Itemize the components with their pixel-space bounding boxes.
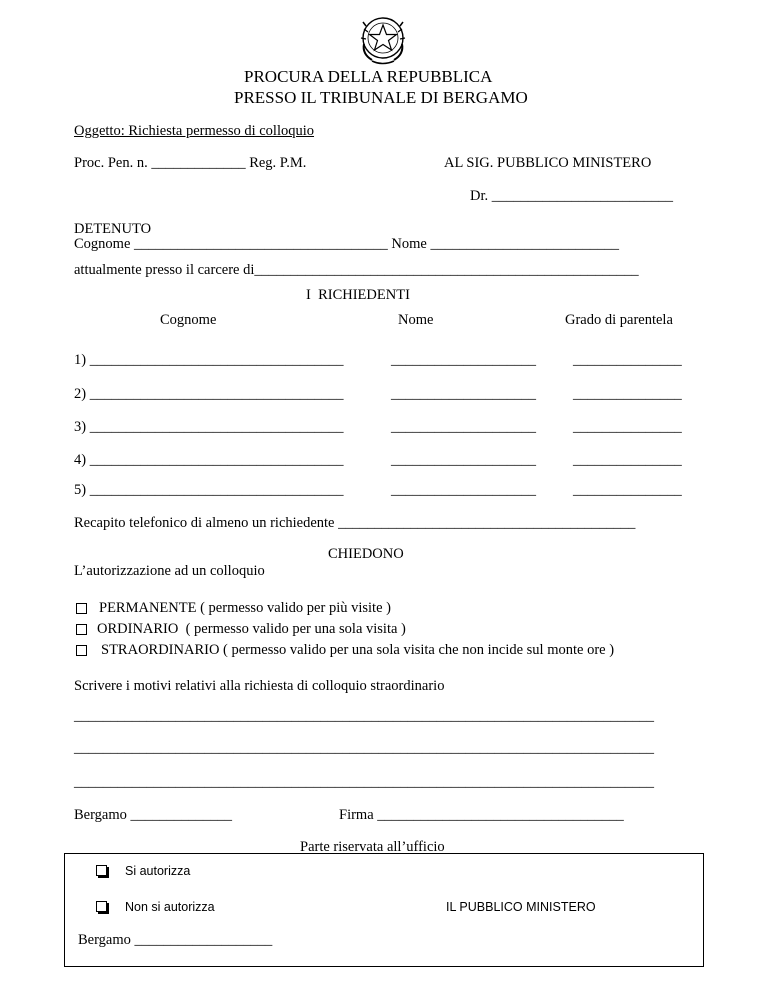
- option-extraordinary: STRAORDINARIO ( permesso valido per una sola visita che non incide sul monte ore ): [101, 642, 615, 658]
- requester-surname-field[interactable]: 3) ___________________________________: [74, 419, 344, 435]
- authorize-label: Si autorizza: [125, 864, 191, 878]
- ordinary-checkbox[interactable]: [76, 624, 87, 635]
- proc-pen-field[interactable]: Proc. Pen. n. _____________ Reg. P.M.: [74, 155, 307, 171]
- requester-name-field[interactable]: ____________________: [391, 386, 536, 402]
- title-line-1: PROCURA DELLA REPUBBLICA: [244, 67, 493, 86]
- permanent-checkbox[interactable]: [76, 603, 87, 614]
- requesters-heading: I RICHIEDENTI: [306, 287, 410, 303]
- detainee-name-field[interactable]: Cognome ___________________________________ Nome __________________________: [74, 236, 619, 252]
- phone-field[interactable]: Recapito telefonico di almeno un richiedente _________________________________________: [74, 515, 636, 531]
- column-relation: Grado di parentela: [565, 312, 673, 328]
- not-authorize-checkbox[interactable]: [96, 901, 107, 912]
- option-permanent: PERMANENTE ( permesso valido per più visite ): [99, 600, 391, 616]
- not-authorize-label: Non si autorizza: [125, 900, 215, 914]
- requester-name-field[interactable]: ____________________: [391, 419, 536, 435]
- recipient: AL SIG. PUBBLICO MINISTERO: [444, 155, 652, 171]
- request-heading: CHIEDONO: [328, 546, 404, 562]
- option-ordinary: ORDINARIO ( permesso valido per una sola visita ): [97, 621, 406, 637]
- requester-relation-field[interactable]: _______________: [573, 352, 682, 368]
- dr-field[interactable]: Dr. _________________________: [470, 188, 673, 204]
- reasons-line[interactable]: ________________________________________________________________________________: [74, 774, 654, 790]
- place-date-field[interactable]: Bergamo ______________: [74, 807, 233, 823]
- subject: Oggetto: Richiesta permesso di colloquio: [74, 123, 315, 139]
- requester-surname-field[interactable]: 2) ___________________________________: [74, 386, 344, 402]
- requester-name-field[interactable]: ____________________: [391, 452, 536, 468]
- requester-relation-field[interactable]: _______________: [573, 419, 682, 435]
- official-title: IL PUBBLICO MINISTERO: [446, 900, 596, 914]
- requester-relation-field[interactable]: _______________: [573, 386, 682, 402]
- office-place-date-field[interactable]: Bergamo ___________________: [78, 932, 273, 948]
- column-name: Nome: [398, 312, 434, 328]
- authorize-checkbox[interactable]: [96, 865, 107, 876]
- reasons-label: Scrivere i motivi relativi alla richiesta di colloquio straordinario: [74, 678, 445, 694]
- requester-name-field[interactable]: ____________________: [391, 482, 536, 498]
- authorization-label: L’autorizzazione ad un colloquio: [74, 563, 265, 579]
- requester-name-field[interactable]: ____________________: [391, 352, 536, 368]
- requester-surname-field[interactable]: 4) ___________________________________: [74, 452, 344, 468]
- extraordinary-checkbox[interactable]: [76, 645, 87, 656]
- detainee-heading: DETENUTO: [74, 221, 152, 237]
- reasons-line[interactable]: ________________________________________________________________________________: [74, 740, 654, 756]
- column-surname: Cognome: [160, 312, 217, 328]
- italian-republic-emblem: [358, 14, 408, 66]
- reasons-line[interactable]: ________________________________________________________________________________: [74, 708, 654, 724]
- requester-relation-field[interactable]: _______________: [573, 452, 682, 468]
- requester-surname-field[interactable]: 1) ___________________________________: [74, 352, 344, 368]
- title-line-2: PRESSO IL TRIBUNALE DI BERGAMO: [234, 88, 528, 107]
- requester-surname-field[interactable]: 5) ___________________________________: [74, 482, 344, 498]
- office-heading: Parte riservata all’ufficio: [300, 839, 445, 855]
- detainee-prison-field[interactable]: attualmente presso il carcere di_____________________________________________________: [74, 262, 639, 278]
- signature-field[interactable]: Firma __________________________________: [339, 807, 624, 823]
- requester-relation-field[interactable]: _______________: [573, 482, 682, 498]
